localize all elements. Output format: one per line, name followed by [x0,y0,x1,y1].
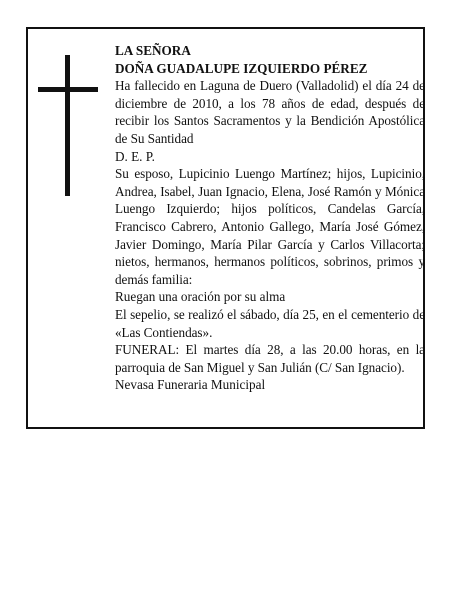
obituary-notice [26,27,425,429]
death-info: Ha fallecido en Laguna de Duero (Valladolid) el día 24 de diciembre de 2010, a los 78 años de edad, después de recibir los Santos Sacramentos y la Bendición Apostólica de Su Santidad [115,78,425,146]
cross-icon [65,55,70,196]
burial-info: El sepelio, se realizó el sábado, día 25, en el cementerio de «Las Contiendas». [115,306,425,340]
obituary-text [115,42,425,394]
cross-icon-bar [38,87,98,92]
dep-line: D. E. P. [115,148,155,164]
title-line-1: LA SEÑORA [115,43,191,58]
funeral-home: Nevasa Funeraria Municipal [115,377,266,393]
funeral-info: FUNERAL: El martes día 28, a las 20.00 horas, en la parroquia de San Miguel y San Julián (C/ San Ignacio). [115,342,425,375]
prayer-line: Ruegan una oración por su alma [115,289,286,305]
family-list: Su esposo, Lupicinio Luengo Martínez; hijos, Lupicinio, Andrea, Isabel, Juan Ignacio, Elena, José Ramón y Mónica Luengo Izquierdo; hijos políticos, Candelas García, Francisco Cabrero, Antonio Gallego, María José Gómez, Javier Domingo, María Pilar García y Carlos Villacorta; nietos, hermanos, hermanos políticos, sobrinos, primos y demás familia: [115,166,425,287]
deceased-name: DOÑA GUADALUPE IZQUIERDO PÉREZ [115,60,368,76]
